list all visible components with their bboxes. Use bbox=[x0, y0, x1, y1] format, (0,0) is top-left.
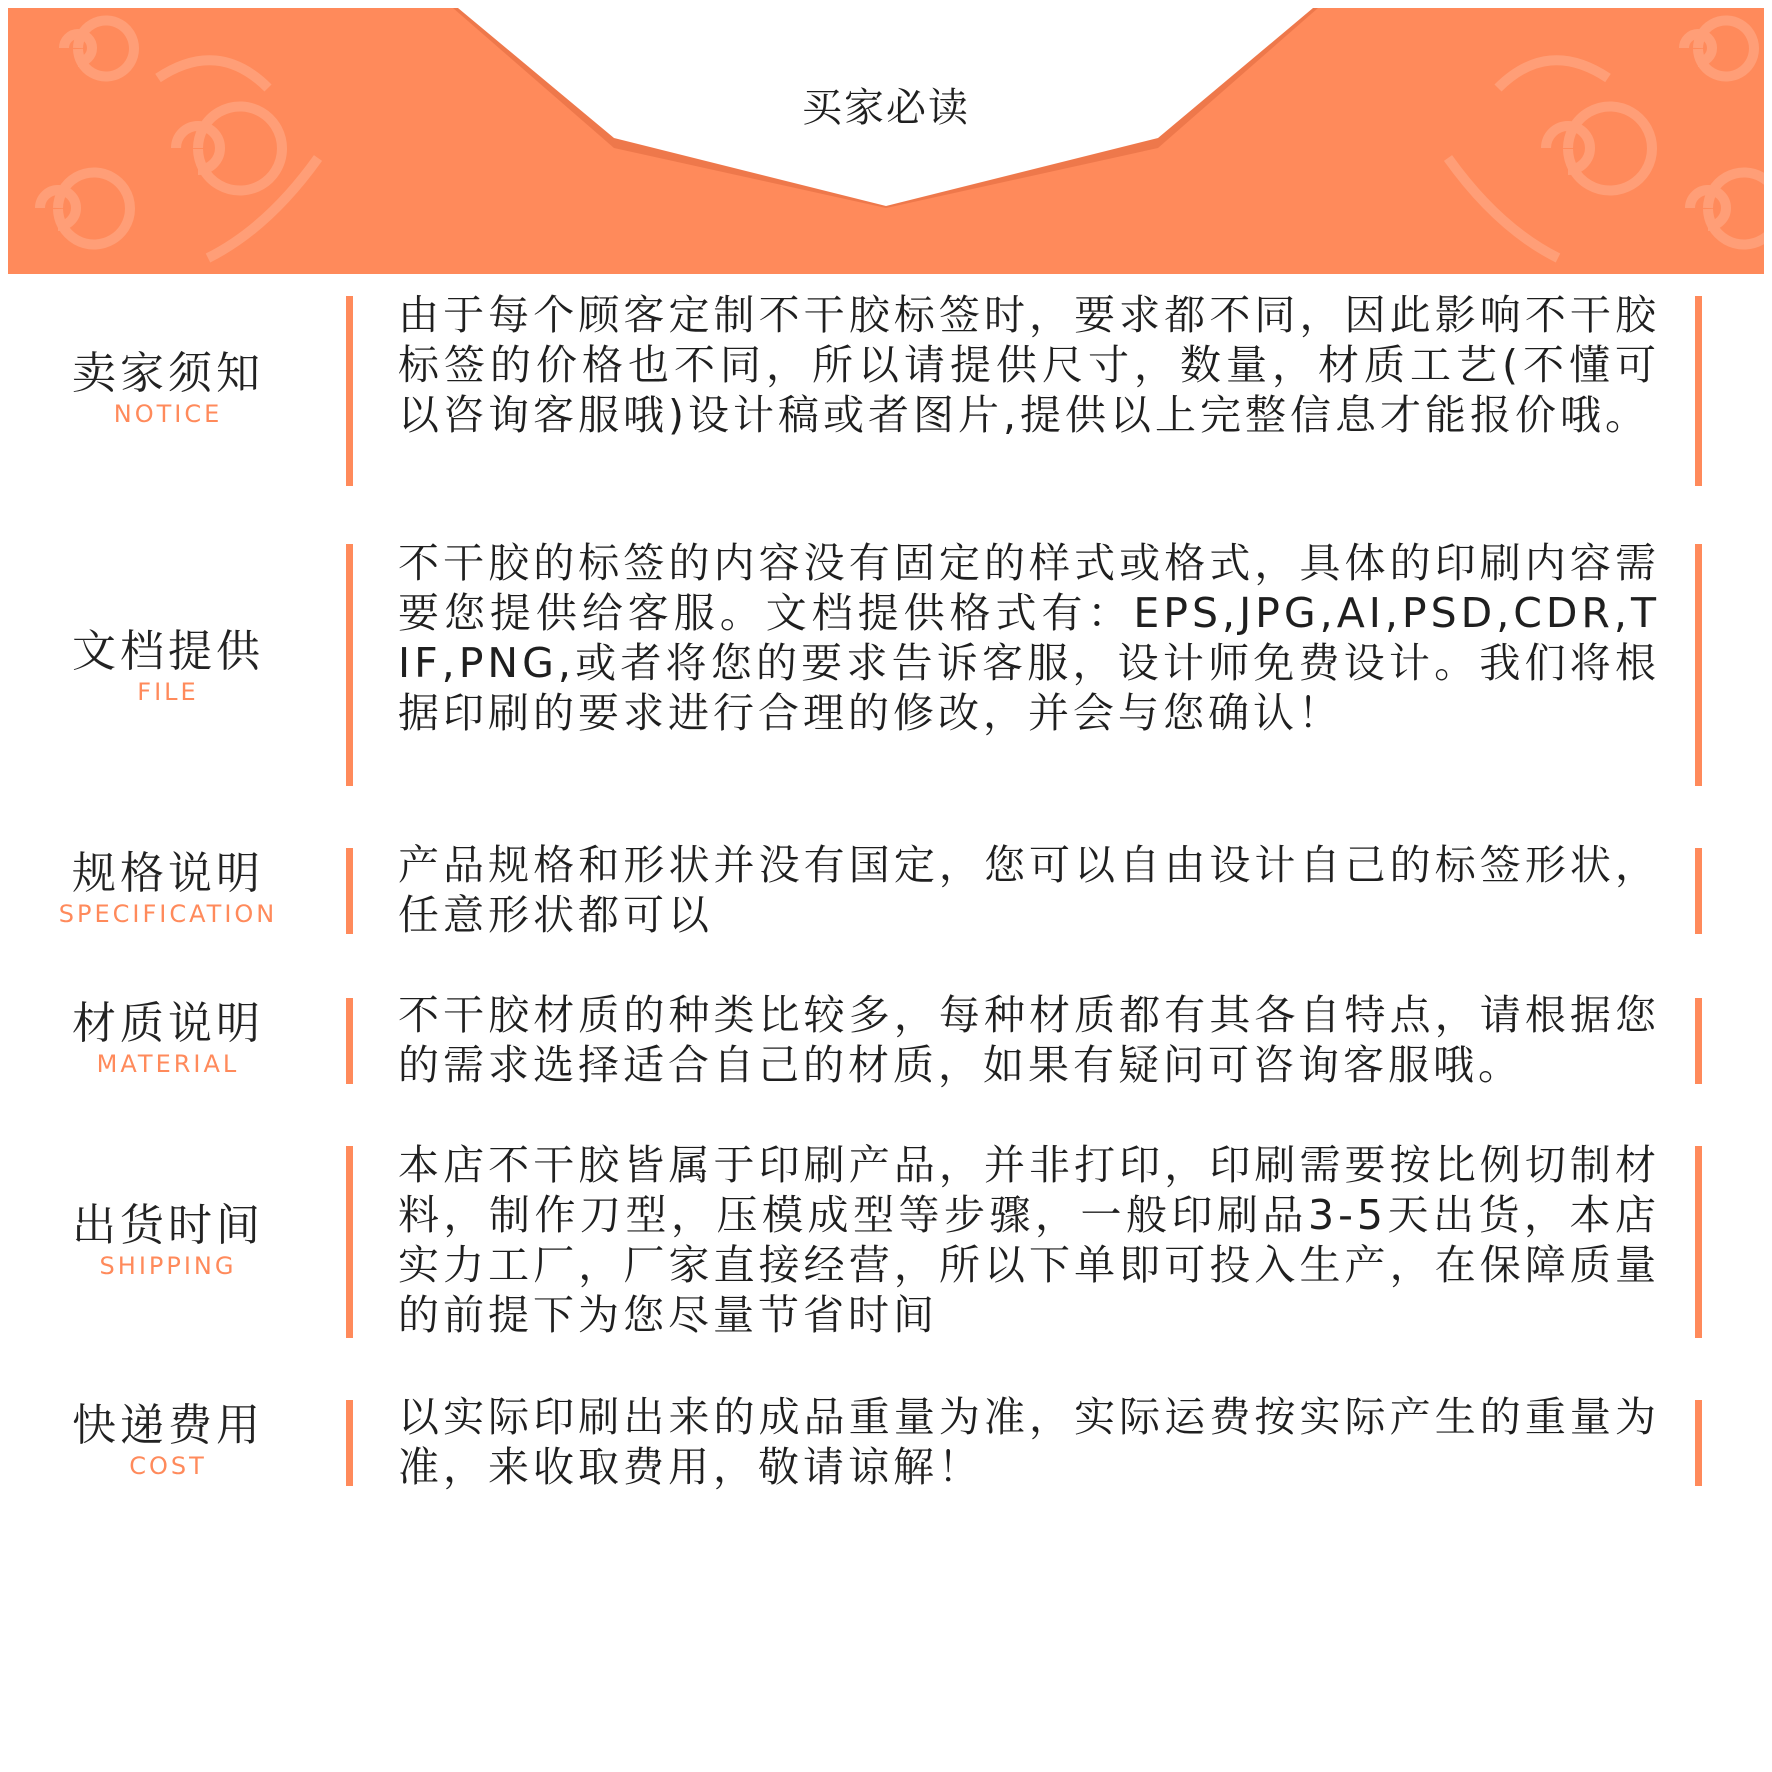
accent-bar-right bbox=[1695, 848, 1702, 934]
section-label bbox=[48, 1200, 288, 1280]
section-label bbox=[48, 848, 288, 928]
accent-bar-right bbox=[1695, 544, 1702, 786]
accent-bar-left bbox=[346, 848, 353, 934]
accent-bar-right bbox=[1695, 1146, 1702, 1338]
section-title-cn: 卖家须知 bbox=[72, 348, 264, 399]
section-shipping bbox=[0, 1140, 1772, 1340]
section-cost bbox=[0, 1392, 1772, 1492]
section-label bbox=[48, 348, 288, 428]
section-notice bbox=[0, 290, 1772, 490]
section-text: 产品规格和形状并没有国定，您可以自由设计自己的标签形状，任意形状都可以 bbox=[398, 841, 1660, 939]
accent-bar-right bbox=[1695, 1400, 1702, 1486]
accent-bar-right bbox=[1695, 296, 1702, 486]
section-title-en: MATERIAL bbox=[96, 1050, 240, 1078]
section-specification bbox=[0, 840, 1772, 940]
section-title-cn: 材质说明 bbox=[72, 998, 264, 1049]
section-file bbox=[0, 538, 1772, 788]
page-title: 买家必读 bbox=[802, 85, 970, 131]
section-title-en: NOTICE bbox=[113, 400, 223, 428]
section-label bbox=[48, 1400, 288, 1480]
cloud-swirl-left-icon bbox=[40, 20, 318, 258]
banner-decoration bbox=[8, 8, 1764, 274]
accent-bar-left bbox=[346, 544, 353, 786]
accent-bar-right bbox=[1695, 998, 1702, 1084]
section-title-en: SHIPPING bbox=[99, 1252, 237, 1280]
section-text: 本店不干胶皆属于印刷产品，并非打印，印刷需要按比例切制材料，制作刀型，压模成型等步骤，一般印刷品3-5天出货，本店实力工厂，厂家直接经营，所以下单即可投入生产，在保障质量的前提下为您尽量节省时间 bbox=[398, 1141, 1660, 1339]
section-title-cn: 快递费用 bbox=[72, 1400, 264, 1451]
section-title-cn: 文档提供 bbox=[72, 626, 264, 677]
section-label bbox=[48, 998, 288, 1078]
section-title-en: FILE bbox=[137, 678, 199, 706]
section-label bbox=[48, 626, 288, 706]
accent-bar-left bbox=[346, 998, 353, 1084]
section-text: 不干胶材质的种类比较多，每种材质都有其各自特点，请根据您的需求选择适合自己的材质，如果有疑问可咨询客服哦。 bbox=[398, 991, 1660, 1089]
accent-bar-left bbox=[346, 1400, 353, 1486]
header-banner bbox=[8, 8, 1764, 274]
section-title-cn: 出货时间 bbox=[72, 1200, 264, 1251]
section-text: 不干胶的标签的内容没有固定的样式或格式，具体的印刷内容需要您提供给客服。文档提供格式有：EPS,JPG,AI,PSD,CDR,TIF,PNG,或者将您的要求告诉客服，设计师免费设计。我们将根据印刷的要求进行合理的修改，并会与您确认！ bbox=[398, 539, 1660, 737]
section-text: 由于每个顾客定制不干胶标签时，要求都不同，因此影响不干胶标签的价格也不同，所以请提供尺寸，数量，材质工艺(不懂可以咨询客服哦)设计稿或者图片,提供以上完整信息才能报价哦。 bbox=[398, 291, 1660, 439]
accent-bar-left bbox=[346, 296, 353, 486]
section-title-en: SPECIFICATION bbox=[58, 900, 278, 928]
section-material bbox=[0, 990, 1772, 1090]
section-title-cn: 规格说明 bbox=[72, 848, 264, 899]
section-text: 以实际印刷出来的成品重量为准，实际运费按实际产生的重量为准，来收取费用，敬请谅解！ bbox=[398, 1393, 1660, 1491]
cloud-swirl-right-icon bbox=[1448, 20, 1764, 258]
accent-bar-left bbox=[346, 1146, 353, 1338]
section-title-en: COST bbox=[129, 1452, 207, 1480]
